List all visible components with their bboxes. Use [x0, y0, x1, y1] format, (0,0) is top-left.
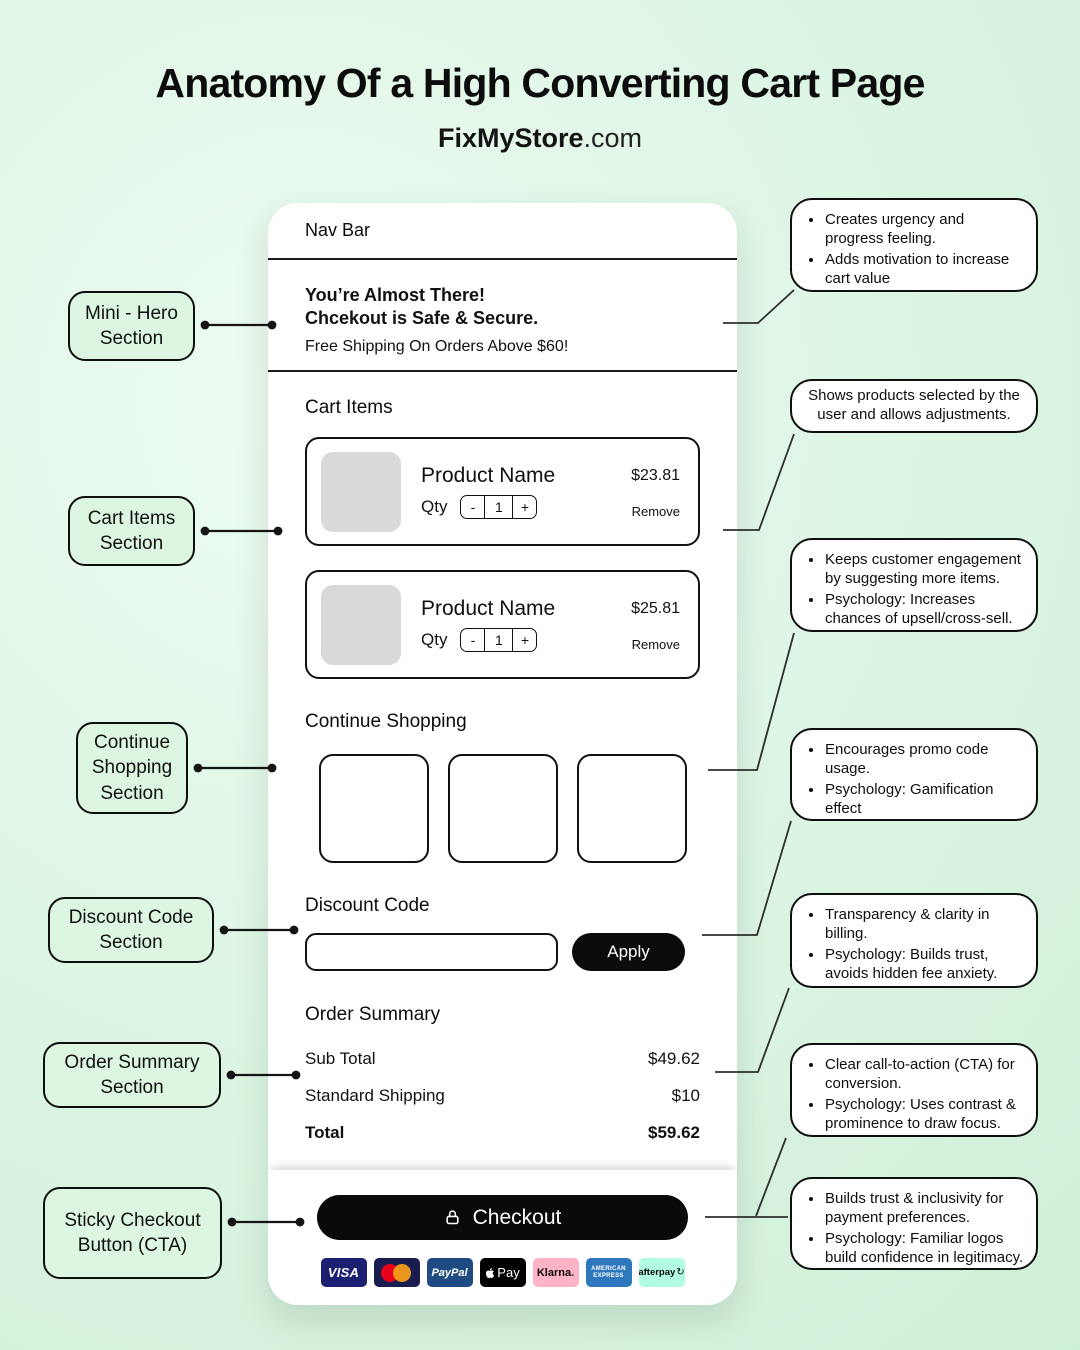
checkout-button-label: Checkout: [472, 1205, 562, 1229]
mini-hero-section: [268, 260, 737, 372]
suggested-product-thumbnail[interactable]: [448, 754, 558, 863]
total-value: $59.62: [648, 1123, 700, 1142]
callout-bullet: • Psychology: Gamification effect: [824, 781, 1024, 819]
order-summary-heading: Order Summary: [305, 1004, 441, 1025]
summary-total-row: [305, 1123, 700, 1143]
cart-items-heading: Cart Items: [305, 397, 393, 418]
nav-bar-label: Nav Bar: [305, 220, 371, 240]
apple-logo-icon: [485, 1267, 495, 1279]
product-image-placeholder: [321, 585, 401, 665]
label-order-summary-section: Order Summary Section: [43, 1042, 221, 1108]
callout-bullet: • Psychology: Familiar logos build confidence in legitimacy.: [824, 1230, 1024, 1268]
qty-label: Qty: [421, 630, 448, 649]
brand-name: FixMyStore: [437, 123, 584, 153]
callout-bullet: • Encourages promo code usage.: [824, 741, 1024, 779]
label-mini-hero-section: Mini - Hero Section: [68, 291, 195, 361]
callout-order-summary: [790, 893, 1038, 988]
qty-decrease-button[interactable]: -: [470, 499, 476, 515]
mastercard-icon: [374, 1258, 420, 1287]
callout-cart-items: Shows products selected by the user and allows adjustments.: [790, 379, 1038, 433]
callout-discount-code: [790, 728, 1038, 821]
hero-shipping-note: Free Shipping On Orders Above $60!: [305, 338, 569, 355]
callout-bullet: • Keeps customer engagement by suggesting more items.: [824, 551, 1024, 589]
remove-item-link[interactable]: Remove: [631, 637, 680, 652]
qty-increase-button[interactable]: +: [520, 499, 530, 515]
summary-row: [305, 1049, 700, 1069]
checkout-button[interactable]: [317, 1195, 688, 1240]
total-label: Total: [305, 1123, 345, 1142]
label-discount-code-section: Discount Code Section: [48, 897, 214, 963]
callout-checkout-cta: [790, 1043, 1038, 1137]
product-price: $25.81: [631, 600, 680, 617]
product-name: Product Name: [421, 597, 556, 620]
callout-bullet: • Psychology: Uses contrast & prominence to draw focus.: [824, 1096, 1024, 1134]
cart-page-mockup: [268, 203, 737, 1305]
label-cart-items-section: Cart Items Section: [68, 496, 195, 566]
suggested-products-row: [305, 754, 700, 863]
label-sticky-checkout-button: Sticky Checkout Button (CTA): [43, 1187, 222, 1279]
hero-headline-1: You’re Almost There!: [305, 285, 486, 305]
callout-bullet: • Clear call-to-action (CTA) for conversion.: [824, 1056, 1024, 1094]
quantity-stepper[interactable]: [460, 628, 537, 652]
continue-shopping-heading: Continue Shopping: [305, 711, 467, 732]
callout-payment-logos: [790, 1177, 1038, 1270]
discount-code-heading: Discount Code: [305, 895, 430, 916]
brand-line: [0, 123, 1080, 154]
apple-pay-icon: Pay: [480, 1258, 526, 1287]
callout-bullet: • Adds motivation to increase cart value: [824, 251, 1024, 289]
summary-value: $49.62: [648, 1049, 700, 1068]
sticky-checkout-footer: [268, 1170, 737, 1305]
summary-value: $10: [671, 1086, 700, 1105]
quantity-stepper[interactable]: [460, 495, 537, 519]
callout-continue-shopping: [790, 538, 1038, 632]
page-title: Anatomy Of a High Converting Cart Page: [155, 60, 925, 106]
product-image-placeholder: [321, 452, 401, 532]
apply-button[interactable]: Apply: [572, 933, 685, 971]
callout-bullet: • Psychology: Builds trust, avoids hidden fee anxiety.: [824, 946, 1024, 984]
qty-value: 1: [484, 629, 513, 651]
suggested-product-thumbnail[interactable]: [577, 754, 687, 863]
payment-logos-row: [268, 1258, 737, 1287]
qty-increase-button[interactable]: +: [520, 632, 530, 648]
brand-suffix: .com: [583, 123, 643, 153]
nav-bar: [268, 203, 737, 260]
qty-label: Qty: [421, 497, 448, 516]
product-name: Product Name: [421, 464, 556, 487]
qty-value: 1: [484, 496, 513, 518]
callout-bullet: • Transparency & clarity in billing.: [824, 906, 1024, 944]
summary-label: Standard Shipping: [305, 1086, 445, 1105]
cart-item-card: [305, 570, 700, 679]
qty-decrease-button[interactable]: -: [470, 632, 476, 648]
amex-icon: AMERICAN EXPRESS: [586, 1258, 632, 1287]
header: [0, 60, 1080, 154]
callout-bullet: • Psychology: Increases chances of upsell/cross-sell.: [824, 591, 1024, 629]
callout-bullet: • Builds trust & inclusivity for payment preferences.: [824, 1190, 1024, 1228]
discount-code-input[interactable]: [305, 933, 558, 971]
callout-bullet: • Creates urgency and progress feeling.: [824, 211, 1024, 249]
afterpay-icon: afterpay ↻: [639, 1258, 685, 1287]
lock-icon: [444, 1209, 461, 1226]
product-price: $23.81: [631, 467, 680, 484]
cart-item-card: [305, 437, 700, 546]
summary-label: Sub Total: [305, 1049, 376, 1068]
paypal-icon: PayPal: [427, 1258, 473, 1287]
klarna-icon: Klarna.: [533, 1258, 579, 1287]
label-continue-shopping-section: Continue Shopping Section: [76, 722, 188, 814]
hero-headline-2: Chcekout is Safe & Secure.: [305, 307, 539, 328]
remove-item-link[interactable]: Remove: [631, 504, 680, 519]
visa-icon: VISA: [321, 1258, 367, 1287]
summary-row: [305, 1086, 700, 1106]
suggested-product-thumbnail[interactable]: [319, 754, 429, 863]
callout-hero-benefits: [790, 198, 1038, 292]
